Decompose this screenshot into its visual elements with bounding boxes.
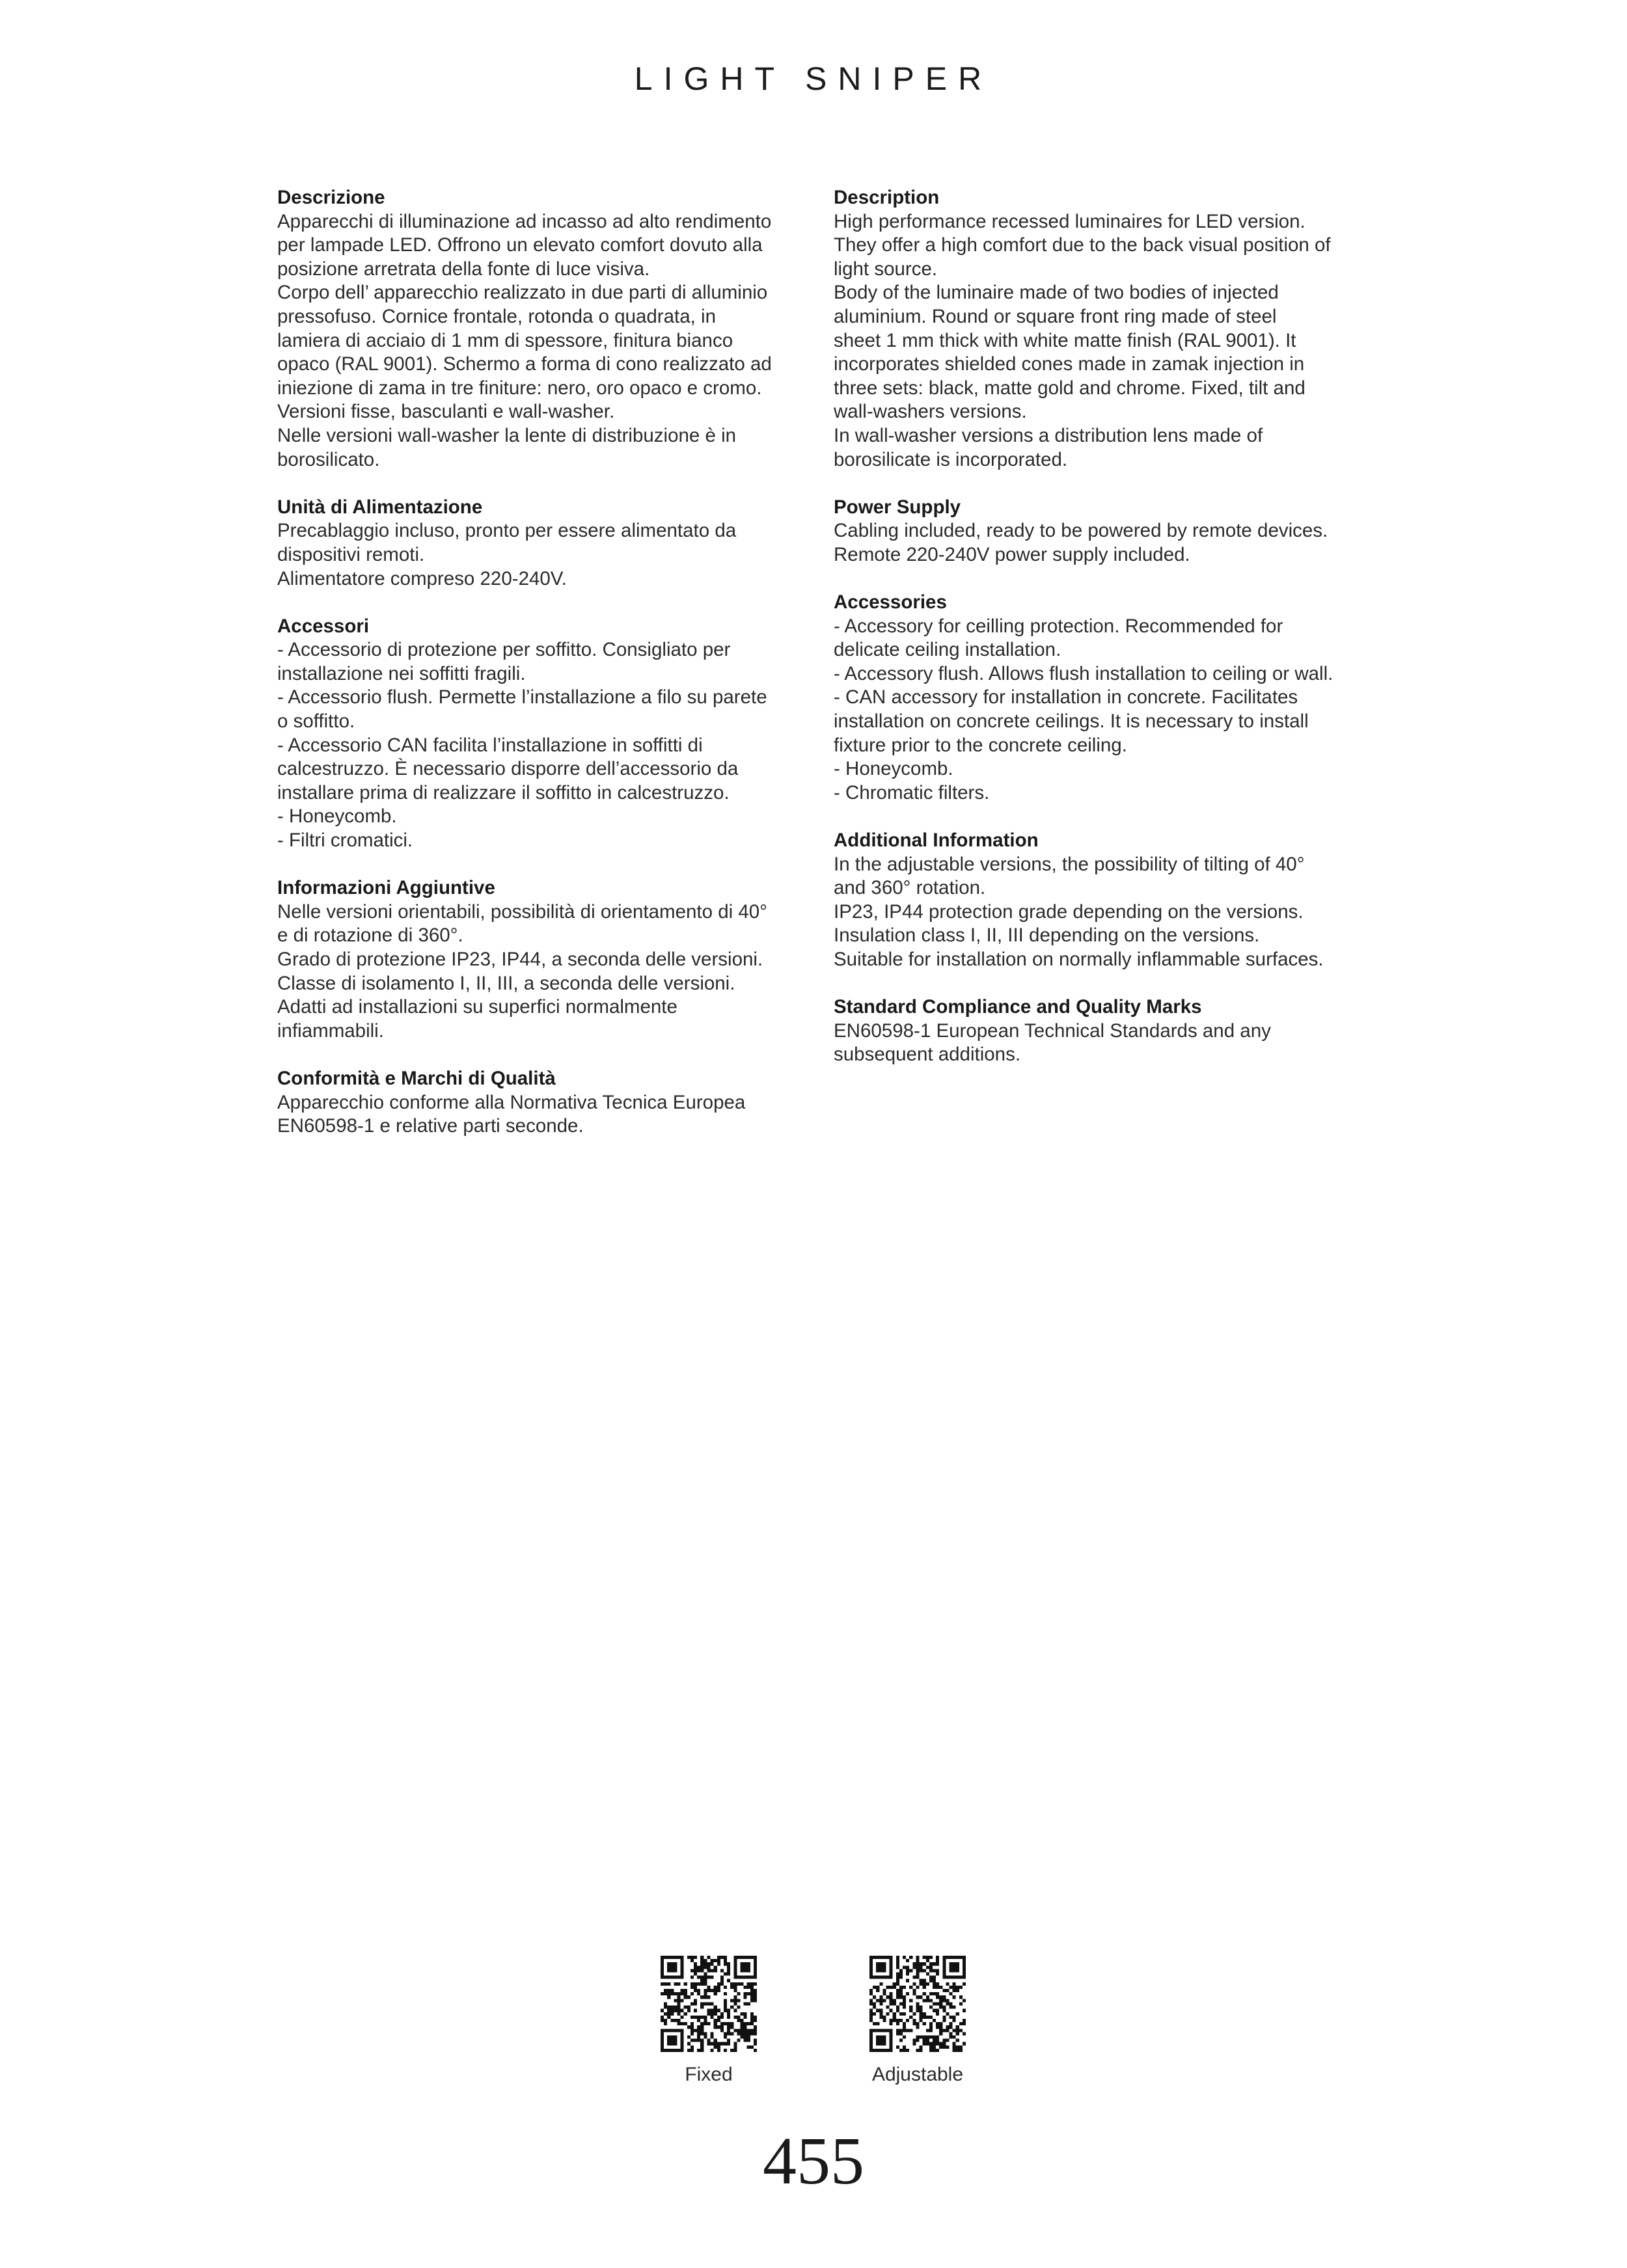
section-heading: Descrizione [277,187,385,208]
body-text-line: dispositivi remoti. [277,543,425,565]
body-text-line: Precablaggio incluso, pronto per essere alimentato da [277,520,737,542]
section-heading: Description [834,187,940,208]
italian-section [277,876,798,1043]
qr-code-adjustable-icon[interactable] [869,1956,966,2052]
body-text-line: borosilicate is incorporated. [834,448,1068,470]
body-text-line: - Accessorio di protezione per soffitto. Consigliato per [277,639,731,661]
body-text-line: - Accessorio CAN facilita l’installazione in soffitti di [277,734,703,756]
qr-label-fixed: Fixed [685,2064,733,2085]
body-text-line: per lampade LED. Offrono un elevato comfort dovuto alla [277,234,763,256]
italian-section [277,615,798,853]
body-text-line: infiammabili. [277,1019,384,1042]
body-text-line: Adatti ad installazioni su superfici normalmente [277,996,677,1018]
body-text-line: They offer a high comfort due to the back visual position of [834,234,1331,256]
body-text-line: Versioni fisse, basculanti e wall-washer. [277,401,615,423]
body-text-line: IP23, IP44 protection grade depending on the versions. [834,900,1304,923]
body-text-line: Insulation class I, II, III depending on the versions. [834,925,1260,947]
body-text-line: sheet 1 mm thick with white matte finish (RAL 9001). It [834,329,1296,351]
section-heading: Accessori [277,615,370,637]
body-text-line: Apparecchi di illuminazione ad incasso ad alto rendimento [277,210,772,232]
body-text-line: iniezione di zama in tre finiture: nero, oro opaco e cromo. [277,377,762,399]
body-text-line: Alimentatore compreso 220-240V. [277,567,567,589]
body-text-line: - Chromatic filters. [834,781,990,803]
body-text-line: - Honeycomb. [834,758,953,780]
italian-column [277,186,798,1162]
section-heading: Unità di Alimentazione [277,496,483,518]
english-column [834,186,1354,1091]
page-number: 455 [763,2124,864,2198]
body-text-line: installare prima di realizzare il soffitto in calcestruzzo. [277,781,730,803]
body-text-line: e di rotazione di 360°. [277,925,463,947]
body-text-line: installation on concrete ceilings. It is necessary to install [834,710,1309,733]
english-section [834,829,1354,972]
body-text-line: Grado di protezione IP23, IP44, a seconda delle versioni. [277,949,763,970]
english-section [834,496,1354,567]
section-heading: Additional Information [834,830,1039,852]
body-text-line: pressofuso. Cornice frontale, rotonda o quadrata, in [277,305,716,327]
section-heading: Conformità e Marchi di Qualità [277,1067,556,1089]
body-text-line: lamiera di acciaio di 1 mm di spessore, finitura bianco [277,329,733,351]
body-text-line: wall-washers versions. [834,401,1027,423]
body-text-line: - CAN accessory for installation in concrete. Facilitates [834,686,1298,709]
body-text-line: EN60598-1 e relative parti seconde. [277,1115,584,1137]
body-text-line: Cabling included, ready to be powered by remote devices. [834,520,1328,542]
body-text-line: delicate ceiling installation. [834,639,1061,661]
body-text-line: EN60598-1 European Technical Standards and any [834,1019,1271,1042]
body-text-line: Classe di isolamento I, II, III, a seconda delle versioni. [277,972,735,994]
body-text-line: In wall-washer versions a distribution lens made of [834,424,1263,446]
body-text-line: Nelle versioni orientabili, possibilità di orientamento di 40° [277,900,767,923]
body-text-line: installazione nei soffitti fragili. [277,662,526,684]
qr-label-adjustable: Adjustable [871,2064,964,2085]
body-text-line: - Accessory for ceilling protection. Recommended for [834,615,1283,637]
body-text-line: In the adjustable versions, the possibility of tilting of 40° [834,853,1305,875]
page-title: LIGHT SNIPER [634,61,993,97]
english-section [834,995,1354,1067]
body-text-line: - Filtri cromatici. [277,830,413,852]
body-text-line: Apparecchio conforme alla Normativa Tecnica Europea [277,1091,746,1113]
body-text-line: - Accessorio flush. Permette l’installazione a filo su parete [277,686,767,709]
section-heading: Informazioni Aggiuntive [277,877,495,899]
body-text-line: High performance recessed luminaires for LED version. [834,210,1306,232]
body-text-line: - Honeycomb. [277,805,397,828]
section-heading: Standard Compliance and Quality Marks [834,996,1202,1018]
italian-section [277,186,798,472]
body-text-line: subsequent additions. [834,1044,1021,1066]
body-text-line: Suitable for installation on normally inflammable surfaces. [834,949,1324,970]
body-text-line: - Accessory flush. Allows flush installation to ceiling or wall. [834,662,1333,684]
body-text-line: Body of the luminaire made of two bodies of injected [834,282,1279,304]
body-text-line: three sets: black, matte gold and chrome. Fixed, tilt and [834,377,1306,399]
body-text-line: aluminium. Round or square front ring made of steel [834,305,1277,327]
body-text-line: light source. [834,258,938,280]
body-text-line: Corpo dell’ apparecchio realizzato in due parti di alluminio [277,282,768,304]
body-text-line: borosilicato. [277,448,380,470]
italian-section [277,496,798,591]
body-text-line: fixture prior to the concrete ceiling. [834,734,1127,756]
body-text-line: opaco (RAL 9001). Schermo a forma di cono realizzato ad [277,353,772,375]
english-section [834,591,1354,805]
section-heading: Accessories [834,591,947,614]
body-text-line: and 360° rotation. [834,877,986,899]
body-text-line: calcestruzzo. È necessario disporre dell’accessorio da [277,758,739,780]
italian-section [277,1067,798,1139]
body-text-line: o soffitto. [277,710,355,733]
english-section [834,186,1354,472]
qr-code-fixed-icon[interactable] [661,1956,757,2052]
body-text-line: posizione arretrata della fonte di luce visiva. [277,258,650,280]
body-text-line: incorporates shielded cones made in zamak injection in [834,353,1305,375]
section-heading: Power Supply [834,496,961,518]
body-text-line: Nelle versioni wall-washer la lente di distribuzione è in [277,424,737,446]
body-text-line: Remote 220-240V power supply included. [834,543,1190,565]
